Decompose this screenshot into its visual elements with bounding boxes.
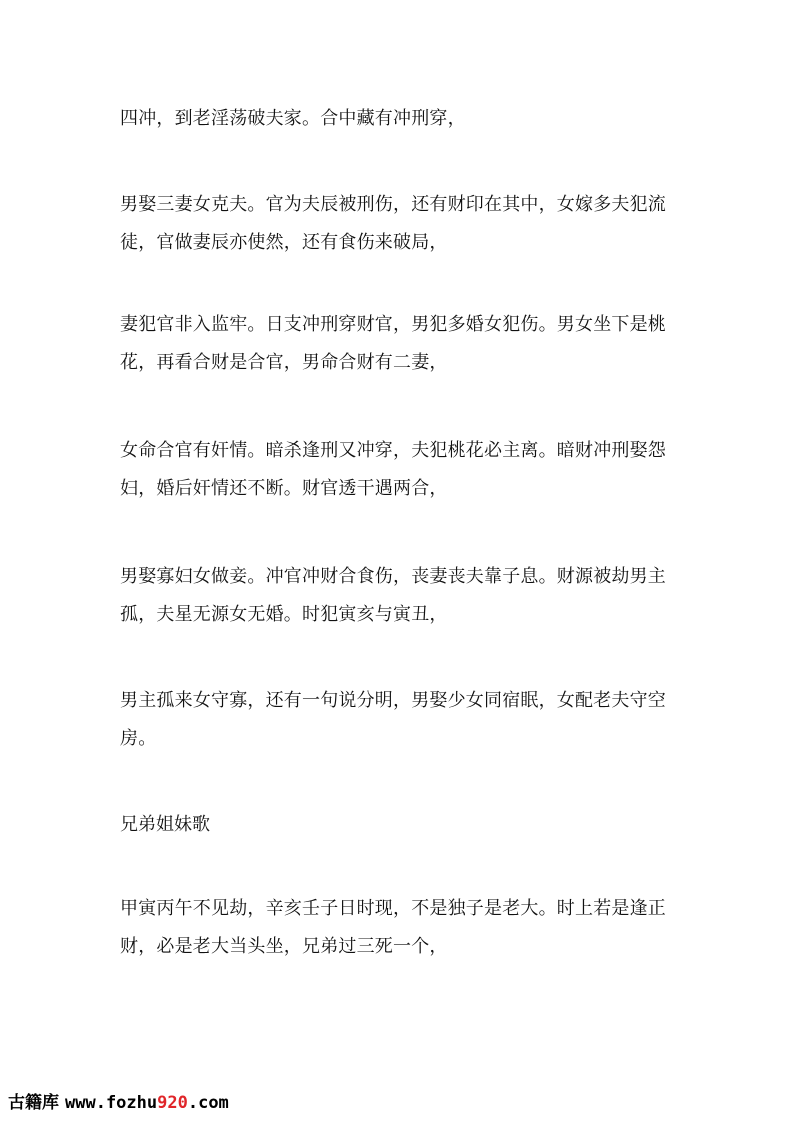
footer-watermark [8,1088,229,1113]
section-title: 兄弟姐妹歌 [120,814,210,835]
paragraph-1: 四冲，到老淫荡破夫家。合中藏有冲刑穿， [120,108,466,129]
paragraph-4: 女命合官有奸情。暗杀逢刑又冲穿，夫犯桃花必主离。暗财冲刑娶怨妇，婚后奸情还不断。财官透干遇两合， [120,440,666,499]
footer-brand: 古籍库 [8,1093,59,1113]
footer-url-suffix: .com [187,1093,229,1113]
paragraph-6: 男主孤来女守寡，还有一句说分明，男娶少女同宿眠，女配老夫守空房。 [120,690,666,749]
paragraph-5: 男娶寡妇女做妾。冲官冲财合食伤，丧妻丧夫靠子息。财源被劫男主孤，夫星无源女无婚。时犯寅亥与寅丑， [120,566,666,625]
footer-url-number: 920 [157,1093,188,1113]
paragraph-2: 男娶三妻女克夫。官为夫辰被刑伤，还有财印在其中，女嫁多夫犯流徒，官做妻辰亦使然，还有食伤来破局， [120,194,666,253]
paragraph-3: 妻犯官非入监牢。日支冲刑穿财官，男犯多婚女犯伤。男女坐下是桃花，再看合财是合官，男命合财有二妻， [120,314,666,373]
section-paragraph: 甲寅丙午不见劫，辛亥壬子日时现，不是独子是老大。时上若是逢正财，必是老大当头坐，兄弟过三死一个， [120,898,666,957]
footer-url-prefix: www.fozhu [65,1093,158,1113]
